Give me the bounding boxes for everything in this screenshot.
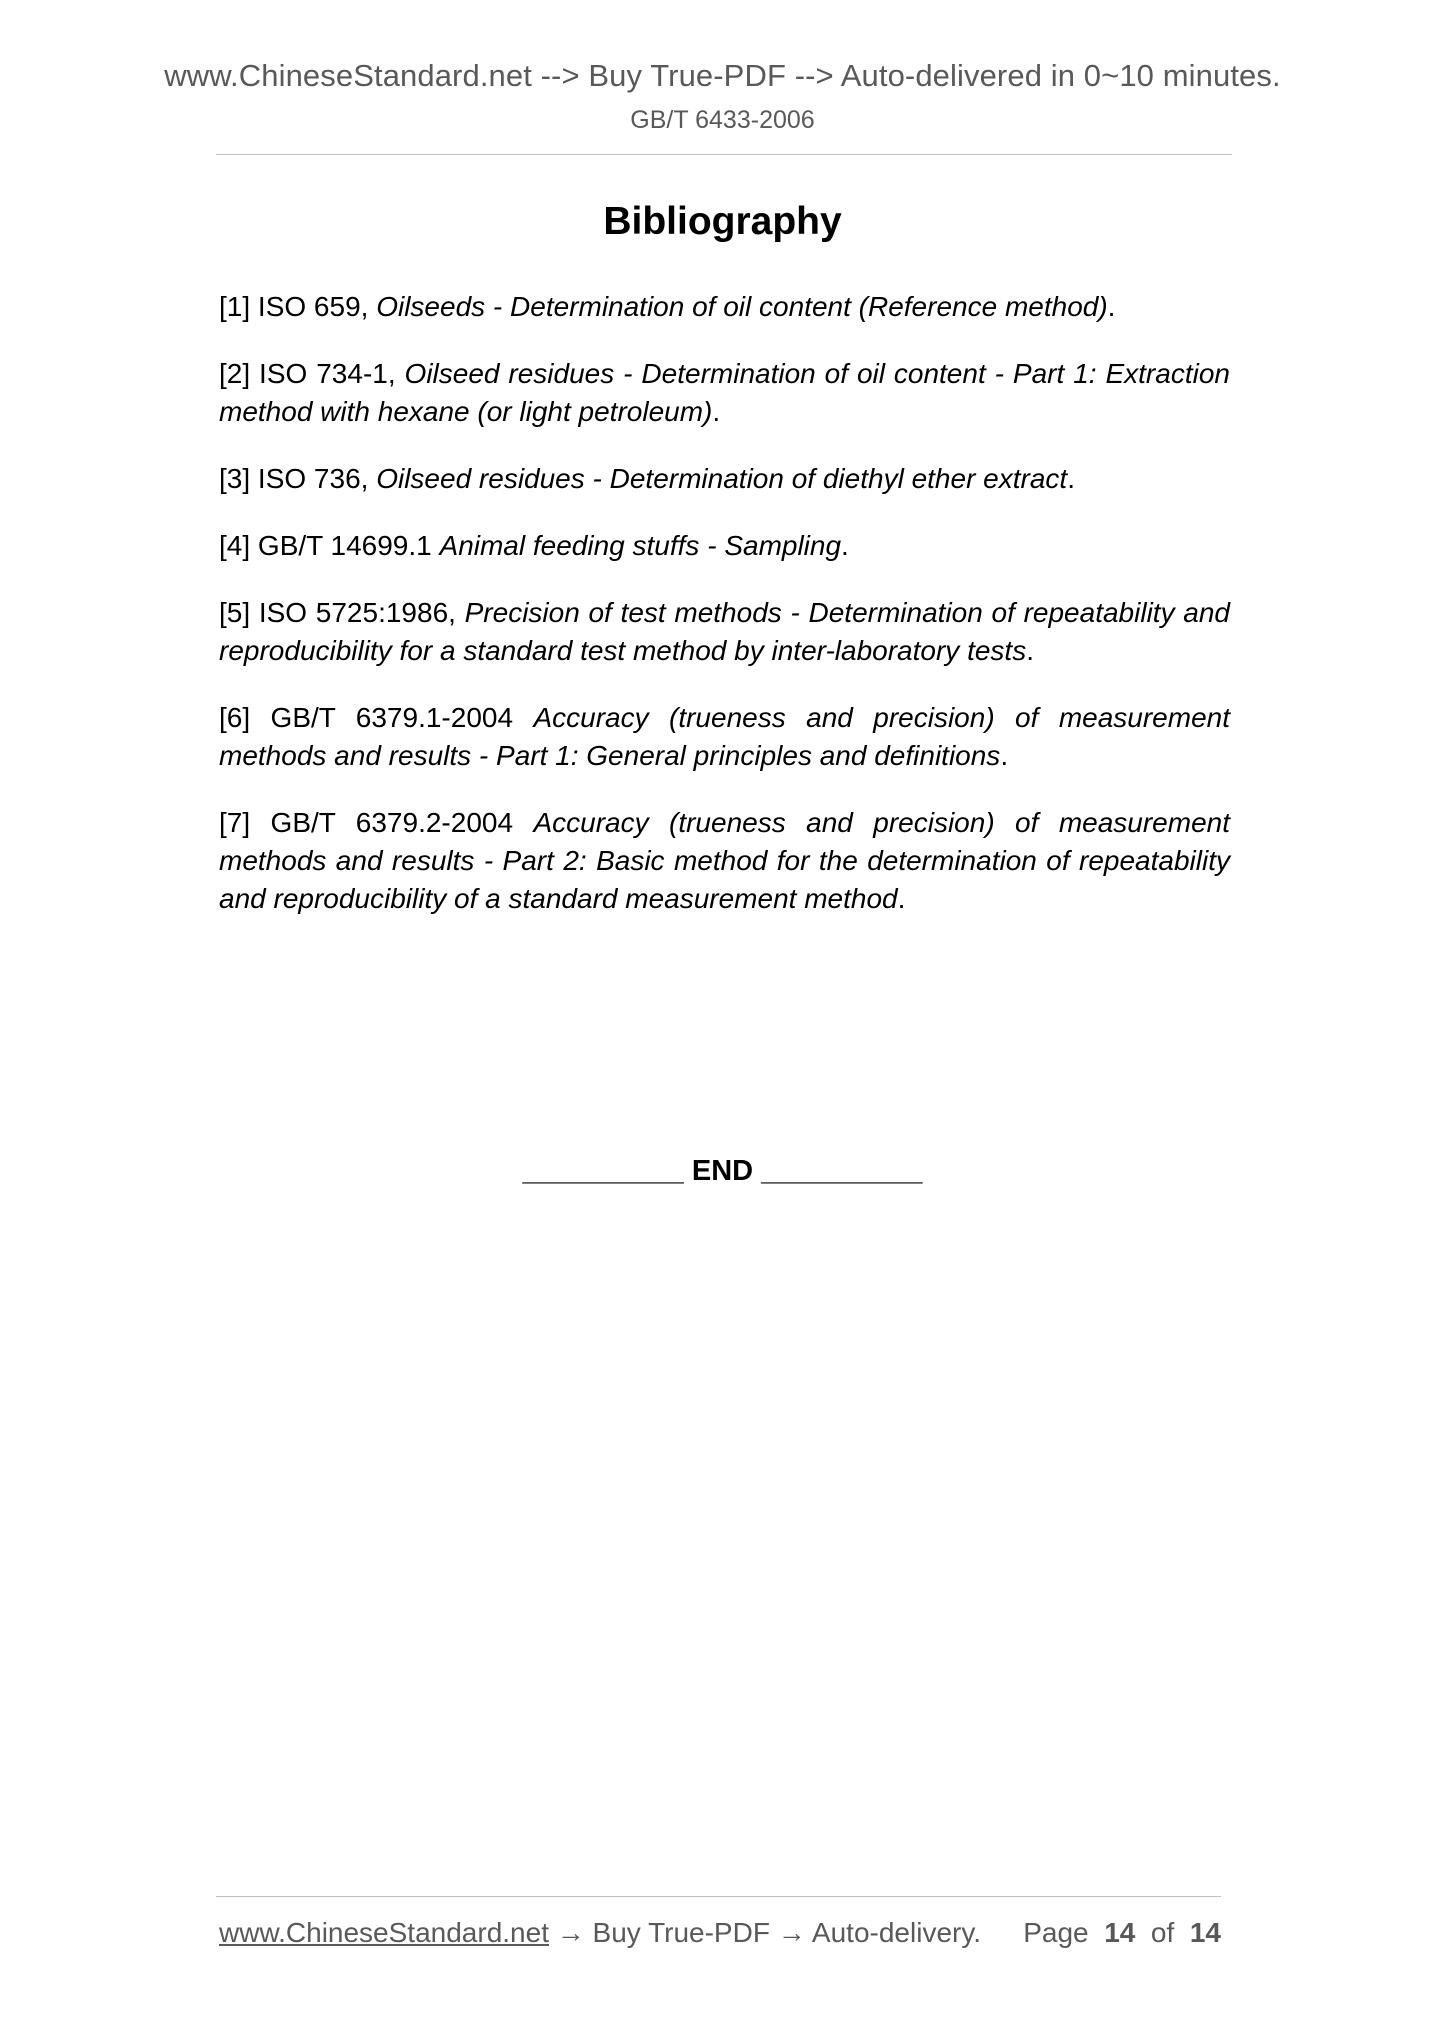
page-number (1023, 1917, 1221, 1949)
footer-site-link[interactable]: www.ChineseStandard.net (219, 1917, 549, 1948)
reference-item-4 (219, 527, 1230, 565)
reference-suffix: . (1026, 635, 1034, 666)
reference-suffix: . (1107, 291, 1116, 322)
page-footer (219, 1917, 1221, 1949)
header-divider (216, 154, 1232, 155)
reference-title: Animal feeding stuffs - Sampling (439, 530, 842, 561)
reference-prefix: [7] GB/T 6379.2-2004 (219, 807, 534, 838)
reference-prefix: [1] ISO 659, (219, 291, 377, 322)
page-total: 14 (1189, 1917, 1221, 1948)
page-of: of (1150, 1917, 1175, 1948)
reference-prefix: [3] ISO 736, (219, 463, 377, 494)
reference-item-3 (219, 460, 1230, 498)
reference-title: Precision of test methods - Determination of repeatability and reproducibility for a standard test method by inter-laboratory tests (219, 597, 1230, 666)
reference-title: Accuracy (trueness and precision) of measurement methods and results - Part 2: Basic method for the determination of repeatability and reproducibility of a standard measurement method (219, 807, 1230, 914)
reference-item-5 (219, 594, 1230, 670)
reference-item-2 (219, 355, 1230, 431)
reference-suffix: . (712, 396, 721, 427)
footer-promo-text: → Buy True-PDF → Auto-delivery. (548, 1917, 982, 1948)
reference-title: Accuracy (trueness and precision) of measurement methods and results - Part 1: General principles and definitions (219, 702, 1230, 771)
header-promo-text: www.ChineseStandard.net --> Buy True-PDF --> Auto-delivered in 0~10 minutes. (164, 58, 1281, 93)
reference-prefix: [6] GB/T 6379.1-2004 (219, 702, 534, 733)
end-marker: __________ END __________ (522, 1155, 923, 1187)
reference-prefix: [4] GB/T 14699.1 (219, 530, 440, 561)
reference-suffix: . (1067, 463, 1075, 494)
reference-title: Oilseed residues - Determination of oil content - Part 1: Extraction method with hexane (or light petroleum) (219, 358, 1230, 427)
reference-prefix: [5] ISO 5725:1986, (219, 597, 465, 628)
reference-suffix: . (1000, 740, 1009, 771)
reference-title: Oilseed residues - Determination of diethyl ether extract (376, 463, 1068, 494)
page-label: Page (1023, 1917, 1089, 1948)
reference-suffix: . (841, 530, 849, 561)
reference-prefix: [2] ISO 734-1, (219, 358, 405, 389)
document-code: GB/T 6433-2006 (630, 106, 815, 134)
reference-item-6 (219, 699, 1230, 775)
reference-suffix: . (897, 883, 906, 914)
reference-item-1 (219, 288, 1230, 326)
page-current: 14 (1104, 1917, 1136, 1948)
reference-title: Oilseeds - Determination of oil content (Reference method) (376, 291, 1108, 322)
reference-item-7 (219, 804, 1230, 918)
footer-divider (216, 1896, 1221, 1897)
page-title: Bibliography (603, 200, 842, 243)
reference-list (219, 288, 1230, 947)
